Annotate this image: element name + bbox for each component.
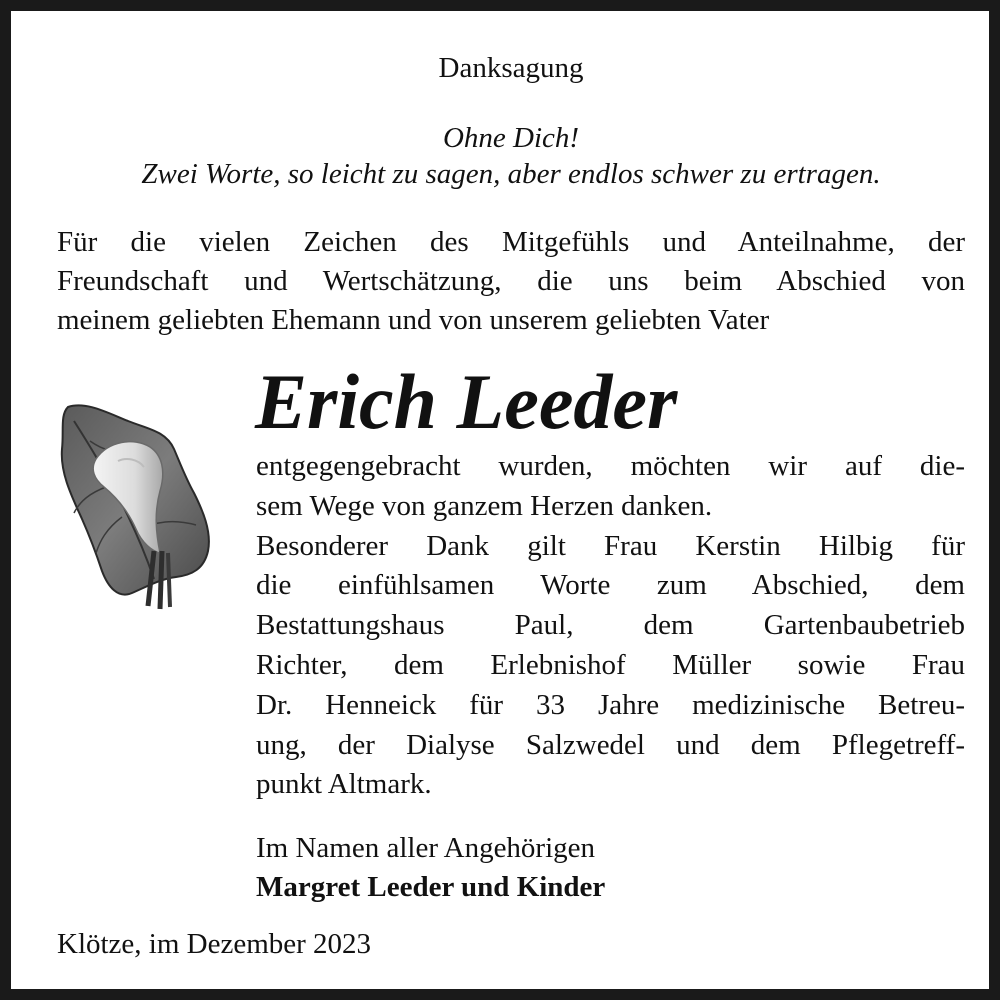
- body-line: Bestattungshaus Paul, dem Gartenbaubetrieb: [256, 609, 965, 642]
- body-line: ung, der Dialyse Salzwedel und dem Pflegetreff-: [256, 728, 965, 761]
- deceased-name: Erich Leeder: [255, 358, 678, 445]
- signature-family: Margret Leeder und Kinder: [256, 871, 606, 903]
- quote: [11, 120, 1000, 192]
- intro-line: Für die vielen Zeichen des Mitgefühls und Anteilnahme, der: [57, 226, 965, 258]
- quote-line: Zwei Worte, so leicht zu sagen, aber endlos schwer zu ertragen.: [141, 158, 881, 190]
- place-date: Klötze, im Dezember 2023: [57, 928, 372, 960]
- body-line: Besonderer Dank gilt Frau Kerstin Hilbig für: [256, 529, 965, 562]
- signature-intro: Im Namen aller Angehörigen: [256, 832, 596, 864]
- thanks-paragraph: [256, 447, 965, 805]
- body-line: sem Wege von ganzem Herzen danken.: [256, 489, 713, 522]
- intro-paragraph: [57, 223, 965, 340]
- body-line: Dr. Henneick für 33 Jahre medizinische Betreu-: [256, 688, 965, 721]
- calla-lily-icon: [56, 401, 216, 616]
- quote-line: Ohne Dich!: [442, 122, 580, 154]
- signature-block: [256, 829, 605, 907]
- notice-heading: Danksagung: [438, 52, 584, 84]
- body-line: entgegengebracht wurden, möchten wir auf die-: [256, 450, 965, 482]
- body-line: Richter, dem Erlebnishof Müller sowie Frau: [256, 648, 965, 681]
- intro-line: meinem geliebten Ehemann und von unserem geliebten Vater: [57, 304, 770, 336]
- body-line: punkt Altmark.: [256, 768, 432, 801]
- body-line: die einfühlsamen Worte zum Abschied, dem: [256, 569, 965, 602]
- intro-line: Freundschaft und Wertschätzung, die uns beim Abschied von: [57, 265, 965, 297]
